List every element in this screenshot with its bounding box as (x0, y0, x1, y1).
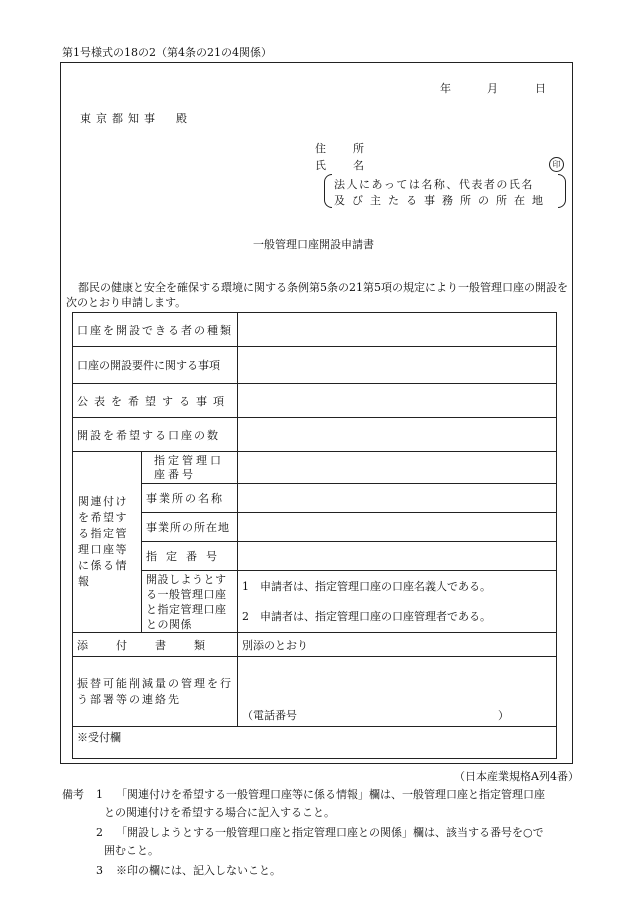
relation-options[interactable] (238, 571, 557, 633)
corporate-note (324, 174, 566, 208)
remarks-heading: 備考 (62, 788, 84, 801)
relation-option-2[interactable]: 2 申請者は、指定管理口座の口座管理者である。 (242, 609, 491, 623)
contact-label: 振替可能削減量の管理を行う部署等の連絡先 (73, 657, 238, 727)
form-title: 一般管理口座開設申請書 (253, 238, 374, 251)
relation-option-1[interactable]: 1 申請者は、指定管理口座の口座名義人である。 (242, 579, 491, 593)
addressee: 東京都知事 殿 (80, 112, 192, 125)
row-type-label: 口座を開設できる者の種類 (73, 313, 238, 347)
seal-mark: 印 (549, 157, 564, 172)
designation-number-value[interactable] (238, 542, 557, 571)
row-publication-value[interactable] (238, 384, 557, 418)
remark-1-line2: との関連付けを希望する場合に記入すること。 (104, 806, 335, 819)
corporate-note-line2: 及び主たる事務所の所在地 (334, 194, 550, 207)
remark-1-number: 1 (96, 788, 103, 801)
address-label: 住 所 (315, 142, 372, 155)
remark-2-line2: 囲むこと。 (104, 844, 159, 857)
date-month: 月 (487, 82, 498, 95)
row-count-label: 開設を希望する口座の数 (73, 418, 238, 452)
office-name-label: 事業所の名称 (142, 484, 238, 513)
contact-value[interactable] (238, 657, 557, 727)
row-count-value[interactable] (238, 418, 557, 452)
remark-1-line1: 「関連付けを希望する一般管理口座等に係る情報」欄は、一般管理口座と指定管理口座 (116, 788, 545, 801)
remark-2-number: 2 (96, 826, 103, 839)
attachments-label: 添付書類 (73, 633, 238, 657)
designated-number-label: 指定管理口座番号 (142, 452, 238, 484)
office-location-value[interactable] (238, 513, 557, 542)
application-table (72, 312, 557, 759)
phone-label: （電話番号 (242, 709, 297, 722)
right-bracket (558, 174, 566, 208)
row-type-value[interactable] (238, 313, 557, 347)
date-year: 年 (440, 82, 451, 95)
left-bracket (324, 174, 332, 208)
row-publication-label: 公表を希望する事項 (73, 384, 238, 418)
designation-number-label: 指定番号 (142, 542, 238, 571)
intro-text: 都民の健康と安全を確保する環境に関する条例第5条の21第5項の規定により一般管理口座の開設を次のとおり申請します。 (66, 281, 568, 309)
attachments-value: 別添のとおり (238, 633, 557, 657)
form-number: 第1号様式の18の2（第4条の21の4関係） (62, 46, 272, 59)
corporate-note-line1: 法人にあっては名称、代表者の氏名 (334, 178, 534, 191)
reception-field: ※受付欄 (73, 727, 557, 759)
row-requirements-label: 口座の開設要件に関する事項 (73, 347, 238, 384)
remark-2-line1: 「開設しようとする一般管理口座と指定管理口座との関係」欄は、該当する番号を○で (116, 826, 544, 839)
remark-3-text: ※印の欄には、記入しないこと。 (116, 864, 281, 877)
relation-label: 開設しようとする一般管理口座と指定管理口座との関係 (142, 571, 238, 633)
remark-3-number: 3 (96, 864, 103, 877)
date-day: 日 (535, 82, 546, 95)
office-location-label: 事業所の所在地 (142, 513, 238, 542)
row-requirements-value[interactable] (238, 347, 557, 384)
paper-standard: （日本産業規格A列4番） (454, 770, 579, 783)
office-name-value[interactable] (238, 484, 557, 513)
phone-close: ） (498, 709, 509, 722)
designated-number-value[interactable] (238, 452, 557, 484)
linked-info-group-label: 関連付けを希望する指定管理口座等に係る情報 (73, 452, 142, 633)
name-label: 氏 名 (315, 159, 372, 172)
